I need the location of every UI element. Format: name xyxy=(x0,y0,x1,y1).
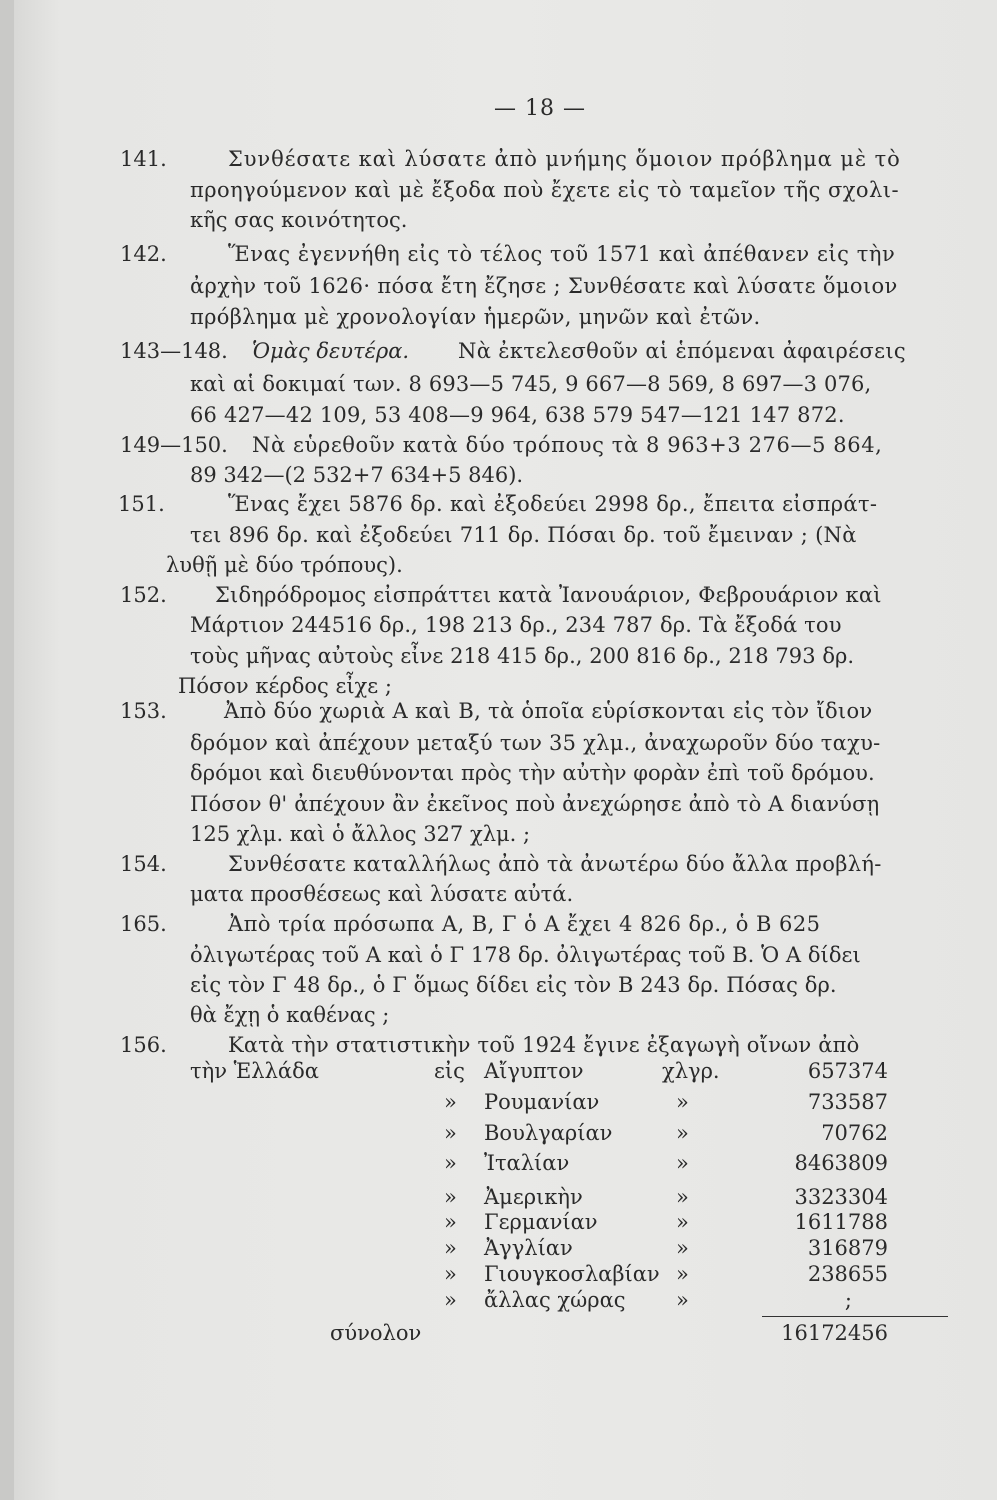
problem-text-line: Νὰ εὑρεθοῦν κατὰ δύο τρόπους τὰ 8 963+3 276—5 864, xyxy=(252,433,883,457)
problem-text-line: προηγούμενον καὶ μὲ ἔξοδα ποὺ ἔχετε εἰς τὸ ταμεῖον τῆς σχολι- xyxy=(190,178,899,202)
table-cell-country: Ἀμερικὴν xyxy=(484,1185,583,1209)
table-cell-unit: » xyxy=(676,1262,689,1286)
problem-text-line: πρόβλημα μὲ χρονολογίαν ἡμερῶν, μηνῶν καὶ ἐτῶν. xyxy=(190,305,761,329)
table-cell-country: Γιουγκοσλαβίαν xyxy=(484,1262,660,1286)
table-cell-value: 657374 xyxy=(807,1059,888,1083)
problem-text-line: Ἀπὸ δύο χωριὰ Α καὶ Β, τὰ ὁποῖα εὑρίσκονται εἰς τὸν ἴδιον xyxy=(224,699,873,723)
table-cell-country: Αἴγυπτον xyxy=(484,1059,584,1083)
total-label: σύνολον xyxy=(330,1321,422,1345)
table-cell-prep: » xyxy=(444,1236,457,1260)
table-cell-value: 70762 xyxy=(821,1121,888,1145)
table-cell-prep: εἰς xyxy=(434,1059,465,1083)
table-cell-unit: » xyxy=(676,1236,689,1260)
table-cell-value: 3323304 xyxy=(794,1185,888,1209)
table-cell-unit: » xyxy=(676,1151,689,1175)
problem-number: 142. xyxy=(120,242,167,266)
table-cell-value: ; xyxy=(844,1288,852,1312)
problem-text-line: εἰς τὸν Γ 48 δρ., ὁ Γ ὅμως δίδει εἰς τὸν Β 243 δρ. Πόσας δρ. xyxy=(190,973,837,997)
table-cell-country: Ρουμανίαν xyxy=(484,1090,600,1114)
problem-text-line: τοὺς μῆνας αὐτοὺς εἶνε 218 415 δρ., 200 816 δρ., 218 793 δρ. xyxy=(190,644,855,668)
table-cell-value: 8463809 xyxy=(794,1151,888,1175)
problem-text-line: θὰ ἔχῃ ὁ καθένας ; xyxy=(190,1003,390,1027)
problem-number: 151. xyxy=(118,492,165,516)
table-cell-unit: » xyxy=(676,1210,689,1234)
table-cell-prep: » xyxy=(444,1185,457,1209)
table-cell-prep: » xyxy=(444,1262,457,1286)
problem-text-line: Κατὰ τὴν στατιστικὴν τοῦ 1924 ἔγινε ἐξαγωγὴ οἴνων ἀπὸ xyxy=(228,1033,860,1057)
table-cell-unit: » xyxy=(676,1121,689,1145)
table-cell-value: 316879 xyxy=(807,1236,888,1260)
table-cell-country: Γερμανίαν xyxy=(484,1210,598,1234)
table-cell-country: Ἀγγλίαν xyxy=(484,1236,573,1260)
table-cell-value: 733587 xyxy=(807,1090,888,1114)
table-cell-country: Ἰταλίαν xyxy=(484,1151,570,1175)
table-cell-prep: » xyxy=(444,1121,457,1145)
problem-text-line: δρόμον καὶ ἀπέχουν μεταξύ των 35 χλμ., ἀναχωροῦν δύο ταχυ- xyxy=(190,731,881,755)
table-cell-prep: » xyxy=(444,1151,457,1175)
problem-text-line: τει 896 δρ. καὶ ἐξοδεύει 711 δρ. Πόσαι δρ. τοῦ ἔμειναν ; (Νὰ xyxy=(190,523,857,547)
table-origin: τὴν Ἑλλάδα xyxy=(190,1059,319,1083)
table-cell-unit: » xyxy=(676,1090,689,1114)
table-cell-prep: » xyxy=(444,1210,457,1234)
problem-number: 165. xyxy=(120,912,167,936)
problem-text-line: ματα προσθέσεως καὶ λύσατε αὐτά. xyxy=(190,882,574,906)
table-cell-prep: » xyxy=(444,1090,457,1114)
problem-text-line: Μάρτιον 244516 δρ., 198 213 δρ., 234 787 δρ. Τὰ ἔξοδά του xyxy=(190,613,842,637)
problem-text-line: ὀλιγωτέρας τοῦ Α καὶ ὁ Γ 178 δρ. ὀλιγωτέρας τοῦ Β. Ὁ Α δίδει xyxy=(190,943,861,967)
problem-number: 154. xyxy=(120,852,167,876)
problem-text-line: Ἕνας ἐγεννήθη εἰς τὸ τέλος τοῦ 1571 καὶ ἀπέθανεν εἰς τὴν xyxy=(228,242,896,266)
problem-number: 152. xyxy=(120,583,167,607)
problem-text-line: Ἕνας ἔχει 5876 δρ. καὶ ἐξοδεύει 2998 δρ., ἔπειτα εἰσπράτ- xyxy=(228,492,878,516)
problem-text-line: δρόμοι καὶ διευθύνονται πρὸς τὴν αὐτὴν φορὰν ἐπὶ τοῦ δρόμου. xyxy=(190,761,875,785)
problem-text-line: 66 427—42 109, 53 408—9 964, 638 579 547—121 147 872. xyxy=(190,403,845,427)
problem-number: 156. xyxy=(120,1033,167,1057)
problem-text-line: ἀρχὴν τοῦ 1626· πόσα ἔτη ἔζησε ; Συνθέσατε καὶ λύσατε ὅμοιον xyxy=(190,274,898,298)
table-cell-unit: χλγρ. xyxy=(662,1059,720,1083)
table-cell-unit: » xyxy=(676,1288,689,1312)
problem-text-line: καὶ αἱ δοκιμαί των. 8 693—5 745, 9 667—8 569, 8 697—3 076, xyxy=(190,372,872,396)
problem-text-line: Σιδηρόδρομος εἰσπράττει κατὰ Ἰανουάριον, Φεβρουάριον καὶ xyxy=(215,583,882,607)
table-cell-country: Βουλγαρίαν xyxy=(484,1121,613,1145)
table-cell-prep: » xyxy=(444,1288,457,1312)
problem-number: 153. xyxy=(120,699,167,723)
problem-text-line: Πόσον κέρδος εἶχε ; xyxy=(178,674,392,698)
table-cell-country: ἄλλας χώρας xyxy=(484,1288,626,1312)
table-cell-unit: » xyxy=(676,1185,689,1209)
sum-rule xyxy=(762,1316,948,1317)
problem-text-line: κῆς σας κοινότητος. xyxy=(190,208,408,232)
table-cell-value: 238655 xyxy=(807,1262,888,1286)
problem-number: 141. xyxy=(120,147,167,171)
problem-number: 149—150. xyxy=(120,433,228,457)
section-heading: Ὁμὰς δευτέρα. xyxy=(252,339,410,363)
problem-text-line: Νὰ ἐκτελεσθοῦν αἱ ἑπόμεναι ἀφαιρέσεις xyxy=(458,339,907,363)
total-value: 16172456 xyxy=(781,1321,888,1345)
problem-number: 143—148. xyxy=(120,339,228,363)
page-edge-shadow xyxy=(0,0,14,1500)
table-cell-value: 1611788 xyxy=(794,1210,888,1234)
problem-text-line: Ἀπὸ τρία πρόσωπα Α, Β, Γ ὁ Α ἔχει 4 826 δρ., ὁ Β 625 xyxy=(228,912,821,936)
problem-text-line: 89 342—(2 532+7 634+5 846). xyxy=(190,463,524,487)
problem-text-line: Συνθέσατε καὶ λύσατε ἀπὸ μνήμης ὅμοιον πρόβλημα μὲ τὸ xyxy=(228,147,901,171)
problem-text-line: Πόσον θ' ἀπέχουν ἂν ἐκεῖνος ποὺ ἀνεχώρησε ἀπὸ τὸ Α διανύσῃ xyxy=(190,792,880,816)
page-number: — 18 — xyxy=(494,96,586,121)
problem-text-line: Συνθέσατε καταλλήλως ἀπὸ τὰ ἀνωτέρω δύο ἄλλα προβλή- xyxy=(228,852,882,876)
problem-text-line: λυθῇ μὲ δύο τρόπους). xyxy=(166,553,403,577)
problem-text-line: 125 χλμ. καὶ ὁ ἄλλος 327 χλμ. ; xyxy=(190,822,531,846)
